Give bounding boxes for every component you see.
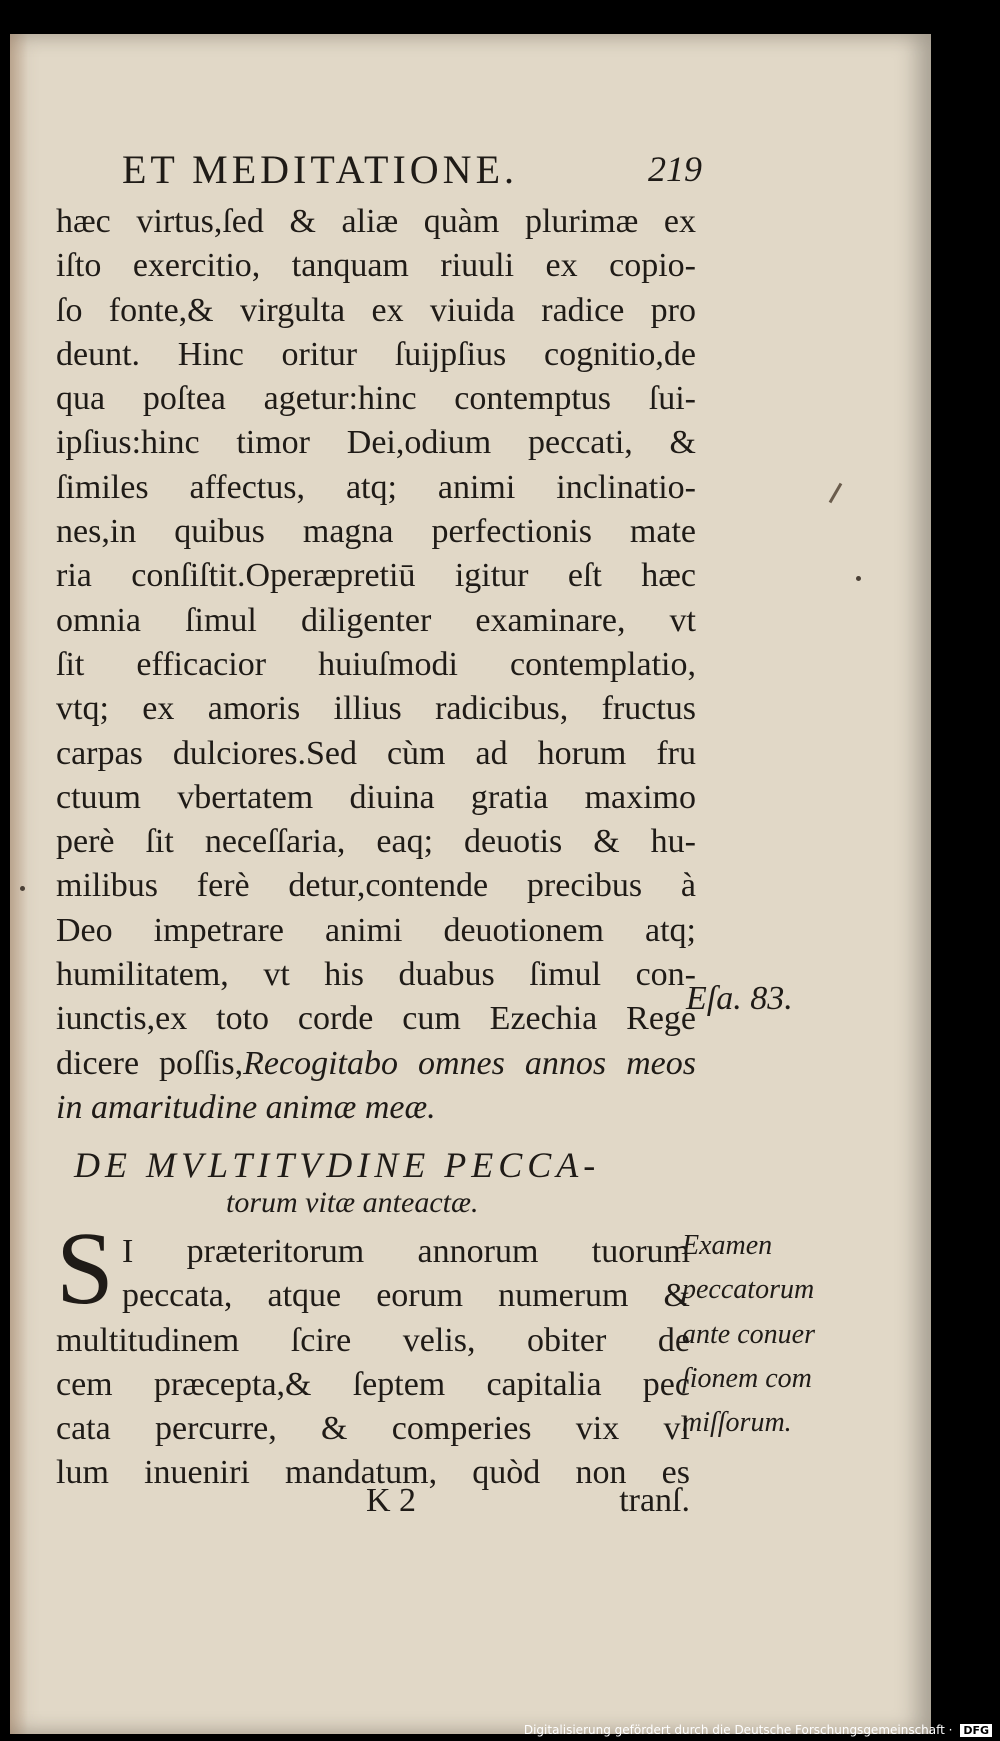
text-line: iunctis,ex toto corde cum Ezechia Rege	[56, 1000, 696, 1038]
page-number: 219	[648, 149, 702, 189]
text-line: hæc virtus,ſed & aliæ quàm plurimæ ex	[56, 203, 696, 240]
digitization-credit: Digitalisierung gefördert durch die Deutsche Forschungsgemeinschaft · DFG	[524, 1723, 992, 1737]
text-line: cem præcepta,& ſeptem capitalia pec	[56, 1365, 690, 1403]
text-line: multitudinem ſcire velis, obiter de	[56, 1321, 690, 1359]
margin-note-line: Examen	[682, 1230, 773, 1261]
text-line: vtq; ex amoris illius radicibus, fructus	[56, 690, 696, 728]
text-line: ctuum vbertatem diuina gratia maximo	[56, 778, 696, 816]
page-footer	[56, 1482, 690, 1526]
page-header	[122, 146, 702, 192]
credit-text: Digitalisierung gefördert durch die Deutsche Forschungsgemeinschaft	[523, 1723, 945, 1737]
ink-speck	[829, 483, 843, 504]
text-line-with-quote	[56, 1042, 696, 1086]
text-line: milibus ferè detur,contende precibus à	[56, 867, 696, 905]
book-page	[10, 34, 931, 1734]
text-line: qua poſtea agetur:hinc contemptus ſui-	[56, 380, 696, 418]
margin-note-line: ſionem com	[682, 1362, 812, 1394]
text-line: ria conſiſtit.Operæpretiū igitur eſt hæc	[56, 557, 696, 595]
paragraph-2	[56, 1230, 690, 1496]
text-line: iſto exercitio, tanquam riuuli ex copio-	[56, 247, 696, 285]
running-title: ET MEDITATIONE.	[122, 147, 518, 192]
text-line: I præteritorum annorum tuorum	[122, 1233, 690, 1270]
quote-lead-in: dicere poſſis,	[56, 1044, 244, 1082]
ink-speck	[20, 886, 25, 891]
margin-note-line: peccatorum	[682, 1274, 815, 1306]
margin-note-citation: Eſa. 83.	[686, 980, 793, 1017]
text-line: nes,in quibus magna perfectionis mate	[56, 513, 696, 551]
text-line: perè ſit neceſſaria, eaq; deuotis & hu-	[56, 823, 696, 861]
text-line: carpas dulciores.Sed cùm ad horum fru	[56, 734, 696, 772]
dfg-logo-badge: DFG	[960, 1724, 992, 1737]
text-line: peccata, atque eorum numerum &	[122, 1277, 690, 1315]
scripture-quote-end: in amaritudine animæ meæ.	[56, 1088, 436, 1126]
catchword: tranſ.	[619, 1482, 690, 1519]
text-line: ipſius:hinc timor Dei,odium peccati, &	[56, 424, 696, 462]
signature-mark: K 2	[366, 1482, 417, 1519]
scripture-quote: Recogitabo omnes annos meos	[243, 1044, 696, 1082]
text-line: lum inueniri mandatum, quòd non es	[56, 1454, 690, 1492]
text-line: ſimiles affectus, atq; animi inclinatio-	[56, 468, 696, 506]
margin-note-line: ante conuer	[682, 1318, 815, 1350]
margin-note-examen	[682, 1224, 815, 1445]
section-subheading: torum vitæ anteactæ.	[226, 1186, 479, 1219]
text-line: cata percurre, & comperies vix vl	[56, 1410, 690, 1448]
margin-note-line: miſſorum.	[682, 1407, 792, 1439]
drop-cap: S	[56, 1211, 114, 1326]
text-line: ſit efficacior huiuſmodi contemplatio,	[56, 645, 696, 683]
text-line: humilitatem, vt his duabus ſimul con-	[56, 956, 696, 994]
paragraph-1	[56, 200, 696, 1130]
text-line: ſo fonte,& virgulta ex viuida radice pro	[56, 291, 696, 329]
text-line: deunt. Hinc oritur ſuijpſius cognitio,de	[56, 335, 696, 373]
section-heading: DE MVLTITVDINE PECCA-	[74, 1145, 601, 1185]
text-line: omnia ſimul diligenter examinare, vt	[56, 601, 696, 639]
text-line: Deo impetrare animi deuotionem atq;	[56, 911, 696, 949]
ink-speck	[856, 576, 861, 581]
